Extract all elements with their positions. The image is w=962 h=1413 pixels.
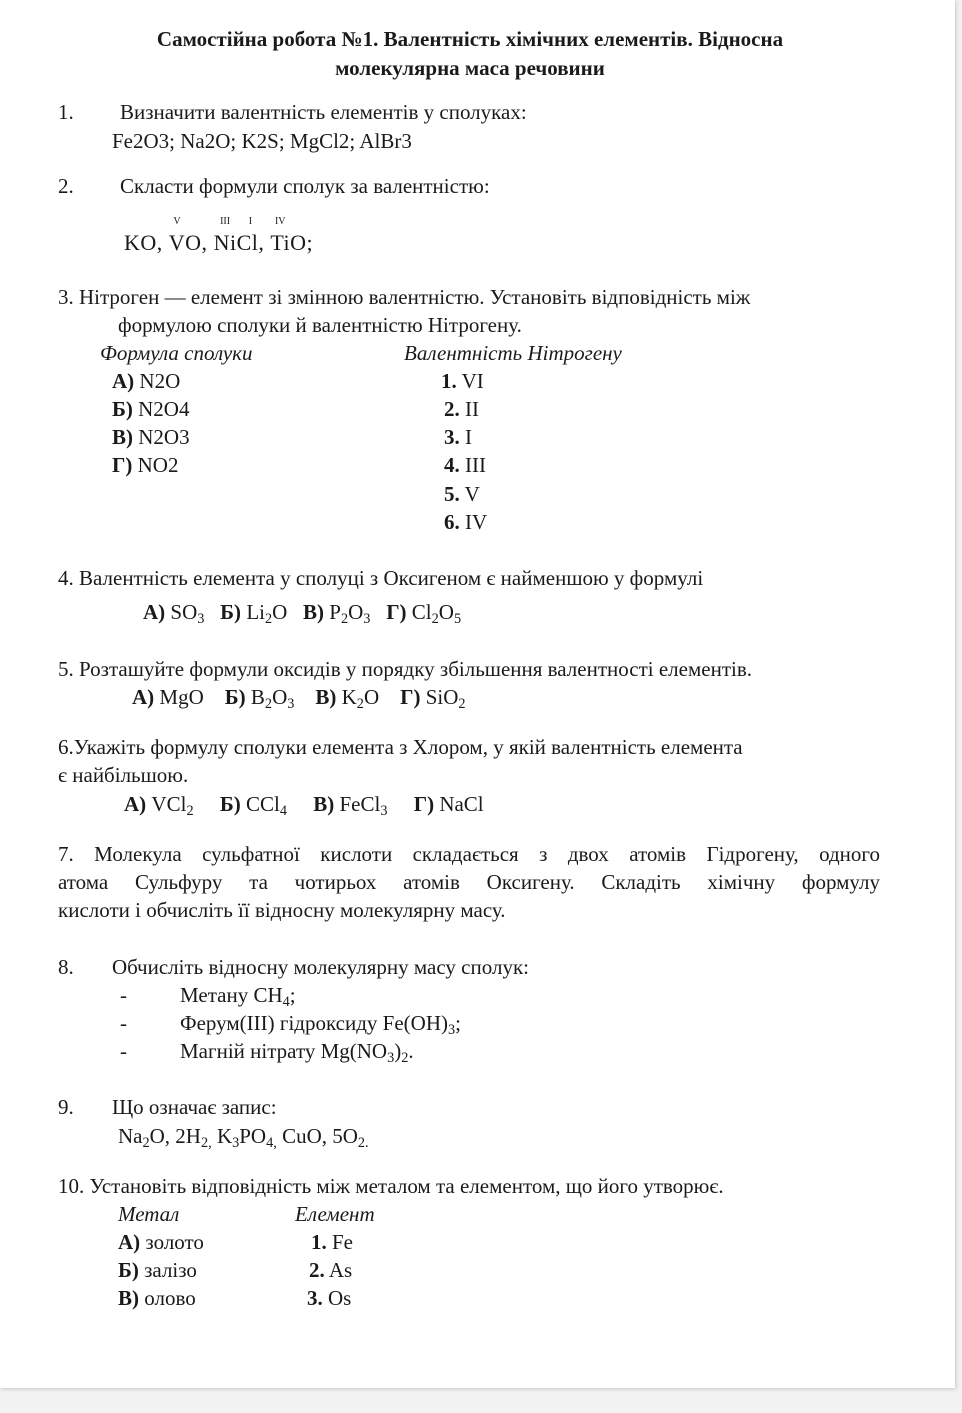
q1-text: Визначити валентність елементів у сполуках:: [120, 100, 527, 124]
q10-right-item: 2. As: [309, 1258, 353, 1282]
q4-option-c-key: В): [303, 600, 325, 624]
q6-option-d: NaCl: [439, 792, 484, 816]
q5-option-c: $K_2O$: [341, 685, 380, 712]
q5-option-b: $B_2O_3$: [250, 685, 295, 712]
q3-left-item: Г) NO2: [112, 453, 179, 477]
q3-right-item: 1. VI: [441, 369, 484, 393]
q2-number: 2.: [58, 174, 74, 198]
q4-option-b-key: Б): [220, 600, 242, 624]
q9-number: 9.: [58, 1095, 74, 1119]
q4-option-b: $Li_2O$: [246, 600, 288, 627]
q5-option-a: MgO: [159, 685, 204, 709]
q2-formula-tio-rest: O;: [290, 230, 314, 255]
q4-option-d-key: Г): [386, 600, 407, 624]
q3-right-item: 5. V: [444, 482, 480, 506]
q4-option-a-key: А): [143, 600, 166, 624]
q2-formula-ti-element: IV Ti: [270, 216, 291, 255]
q3-left-item: А) N2O: [112, 369, 181, 393]
q4-options: [143, 600, 461, 625]
q2-formula-vo-element: V V: [168, 216, 186, 255]
q2-formula-ko: KO,: [124, 230, 163, 255]
q3-right-item: 4. III: [444, 453, 486, 477]
q3-left-item: Б) N2O4: [112, 397, 190, 421]
q8-item-magnesium-nitrate: Магній нітрату $Mg(NO_3)_2$.: [180, 1039, 414, 1066]
q5-option-c-key: В): [315, 685, 337, 709]
q3-right-item: 2. II: [444, 397, 479, 421]
q6-options: [124, 792, 484, 817]
q4-option-d: $Cl_2O_5$: [411, 600, 462, 627]
q2-formula-vo-rest: O,: [185, 230, 208, 255]
q2-formula-cl-element: I Cl,: [236, 216, 265, 255]
q10-text: 10. Установіть відповідність між металом та елементом, що його утворює.: [58, 1174, 724, 1198]
q9-formulas: $Na_2O$, $2H_{2,}$ $K_3PO_{4,}$ CuO, $5O_{2.}$: [118, 1124, 369, 1151]
q6-option-c: FeCl$_3$: [339, 792, 388, 819]
q4-option-c: $P_2O_3$: [329, 600, 371, 627]
q7-text-line-1: 7. Молекула сульфатної кислоти складається з двох атомів Гідрогену, одного: [58, 842, 880, 866]
q10-col2-header: Елемент: [295, 1202, 375, 1226]
q10-left-item: Б) залізо: [118, 1258, 197, 1282]
q5-option-d: SiO$_2$: [425, 685, 466, 712]
q1-number: 1.: [58, 100, 74, 124]
q6-option-b: CCl$_4$: [245, 792, 287, 819]
q10-col1-header: Метал: [118, 1202, 180, 1226]
q3-left-item: В) N2O3: [112, 425, 190, 449]
q5-option-a-key: А): [132, 685, 155, 709]
q10-right-item: 3. Os: [307, 1286, 352, 1310]
q10-left-item: А) золото: [118, 1230, 204, 1254]
q3-right-item: 6. IV: [444, 510, 488, 534]
q10-right-item: 1. Fe: [311, 1230, 353, 1254]
q6-text-line-2: є найбільшою.: [58, 763, 189, 787]
q5-text: 5. Розташуйте формули оксидів у порядку збільшення валентності елементів.: [58, 657, 752, 681]
q6-option-b-key: Б): [219, 792, 241, 816]
q3-col2-header: Валентність Нітрогену: [404, 341, 622, 365]
q1-formulas: Fe2O3; Na2O; K2S; MgCl2; AlBr3: [112, 129, 412, 153]
q8-bullet: -: [120, 1011, 127, 1035]
q3-text-line-1: 3. Нітроген — елемент зі змінною валентністю. Установіть відповідність між: [58, 285, 751, 309]
q8-bullet: -: [120, 983, 127, 1007]
q6-option-a: VCl$_2$: [151, 792, 194, 819]
q3-text-line-2: формулою сполуки й валентністю Нітрогену.: [118, 313, 522, 337]
q8-item-methane: Метану $CH_4$;: [180, 983, 296, 1010]
q5-option-b-key: Б): [224, 685, 246, 709]
q10-left-item: В) олово: [118, 1286, 196, 1310]
q2-formula-ni-element: III Ni: [213, 216, 237, 255]
q9-text: Що означає запис:: [112, 1095, 277, 1119]
q7-text-line-2: атома Сульфуру та чотирьох атомів Оксигену. Складіть хімічну формулу: [58, 870, 880, 894]
q3-col1-header: Формула сполуки: [100, 341, 253, 365]
q2-formulas: [124, 216, 314, 256]
q6-option-c-key: В): [313, 792, 335, 816]
q4-text: 4. Валентність елемента у сполуці з Оксигеном є найменшою у формулі: [58, 566, 704, 590]
q8-number: 8.: [58, 955, 74, 979]
q4-option-a: $SO_3$: [170, 600, 205, 627]
q6-text-line-1: 6.Укажіть формулу сполуки елемента з Хлором, у якій валентність елемента: [58, 735, 743, 759]
q2-text: Скласти формули сполук за валентністю:: [120, 174, 490, 198]
q5-options: [132, 685, 466, 710]
page-title-line-1: Самостійна робота №1. Валентність хімічних елементів. Відносна: [156, 27, 784, 51]
q8-item-iron-hydroxide: Ферум(III) гідроксиду $Fe(OH)_3$;: [180, 1011, 461, 1038]
q3-right-item: 3. I: [444, 425, 472, 449]
q8-text: Обчисліть відносну молекулярну масу сполук:: [112, 955, 529, 979]
q8-bullet: -: [120, 1039, 127, 1063]
q5-option-d-key: Г): [400, 685, 421, 709]
q6-option-a-key: А): [124, 792, 147, 816]
q7-text-line-3: кислоти і обчисліть її відносну молекулярну масу.: [58, 898, 506, 922]
q6-option-d-key: Г): [413, 792, 435, 816]
page-title-line-2: молекулярна маса речовини: [335, 56, 605, 80]
